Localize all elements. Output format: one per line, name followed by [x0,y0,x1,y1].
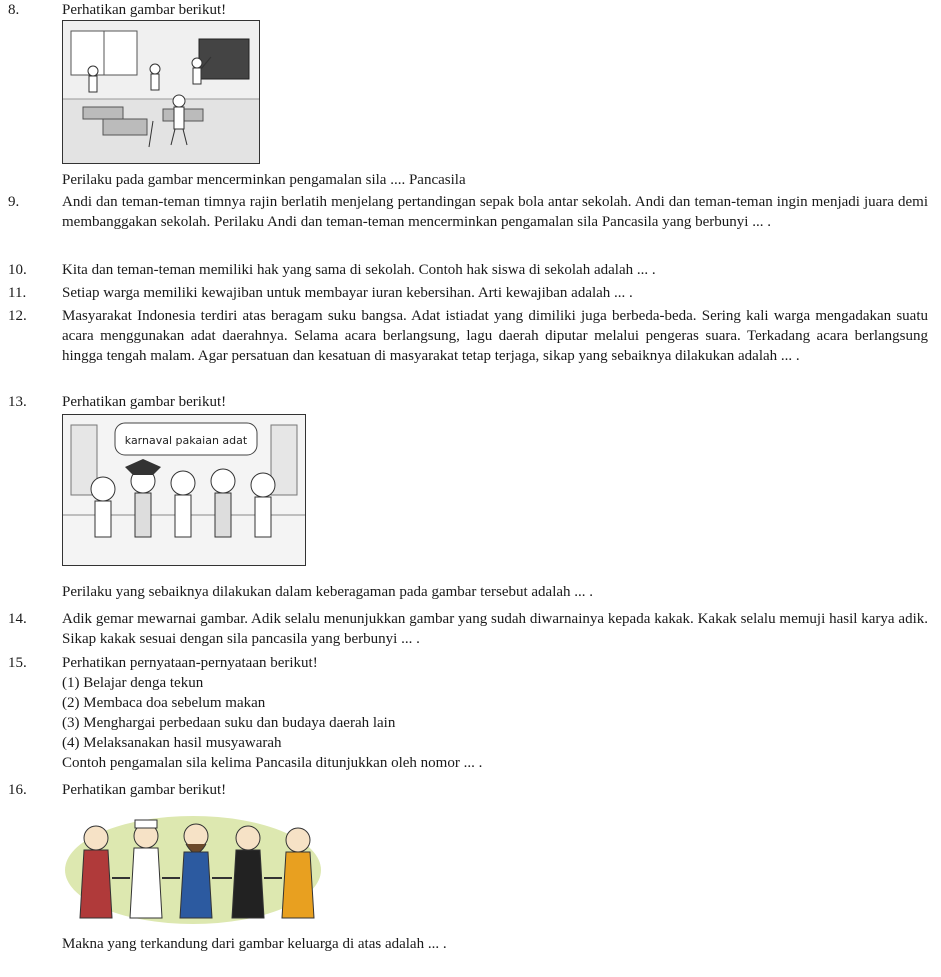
question-number: 11. [8,285,27,301]
question-13 [8,392,928,412]
question-text: Masyarakat Indonesia terdiri atas beragam suku bangsa. Adat istiadat yang dimiliki juga berbeda-beda. Sering kali warga mengadakan suatu acara menggunakan adat daerahnya. Selama acara berlangsung, lagu daerah diputar melalui pengeras suara. Terkadang acara berlangsung hingga tengah malam. Agar persatuan dan kesatuan di masyarakat tetap terjaga, sikap yang sebaiknya dilakukan adalah ... . [62,308,928,364]
banner-text: karnaval pakaian adat [124,434,248,447]
question-caption: Makna yang terkandung dari gambar keluarga di atas adalah ... . [62,936,447,952]
question-text: Adik gemar mewarnai gambar. Adik selalu menunjukkan gambar yang sudah diwarnainya kepada kakak. Kakak selalu memuji hasil karya adik. Sikap kakak sesuai dengan sila pancasila yang berbunyi ... . [62,611,928,647]
question-13-caption [8,582,928,602]
question-14 [8,609,928,649]
question-intro: Perhatikan pernyataan-pernyataan berikut! [62,655,318,671]
question-caption: Contoh pengamalan sila kelima Pancasila ditunjukkan oleh nomor ... . [62,755,483,771]
statement-item: (2) Membaca doa sebelum makan [62,695,266,711]
statement-item: (1) Belajar denga tekun [62,675,204,691]
statement-item: (4) Melaksanakan hasil musyawarah [62,735,282,751]
question-number: 12. [8,308,27,324]
religions-family-picture [62,808,324,926]
question-10 [8,260,928,280]
question-intro: Perhatikan gambar berikut! [62,782,227,798]
question-9 [8,192,928,232]
question-text: Kita dan teman-teman memiliki hak yang sama di sekolah. Contoh hak siswa di sekolah adalah ... . [62,262,656,278]
question-intro: Perhatikan gambar berikut! [62,2,227,18]
question-16 [8,780,928,800]
question-8-caption [8,170,928,190]
question-number: 14. [8,611,27,627]
question-intro: Perhatikan gambar berikut! [62,394,227,410]
question-11 [8,283,928,303]
classroom-picture [62,20,260,164]
question-number: 15. [8,655,27,671]
question-12 [8,306,928,366]
statement-item: (3) Menghargai perbedaan suku dan budaya daerah lain [62,715,396,731]
question-16-caption [8,934,928,954]
statement-list [62,673,928,753]
question-number: 8. [8,2,20,18]
question-caption: Perilaku yang sebaiknya dilakukan dalam keberagaman pada gambar tersebut adalah ... . [62,584,594,600]
question-number: 9. [8,194,20,210]
question-text: Andi dan teman-teman timnya rajin berlatih menjelang pertandingan sepak bola antar sekolah. Andi dan teman-teman ingin menjadi juara demi membanggakan sekolah. Perilaku Andi dan teman-teman mencerminkan pengamalan sila Pancasila yang berbunyi ... . [62,194,928,230]
question-8 [8,0,928,20]
question-number: 16. [8,782,27,798]
carnival-picture [62,414,306,566]
question-number: 13. [8,394,27,410]
question-number: 10. [8,262,27,278]
question-15 [8,653,928,773]
question-text: Setiap warga memiliki kewajiban untuk membayar iuran kebersihan. Arti kewajiban adalah ... . [62,285,633,301]
question-caption: Perilaku pada gambar mencerminkan pengamalan sila .... Pancasila [62,172,466,188]
